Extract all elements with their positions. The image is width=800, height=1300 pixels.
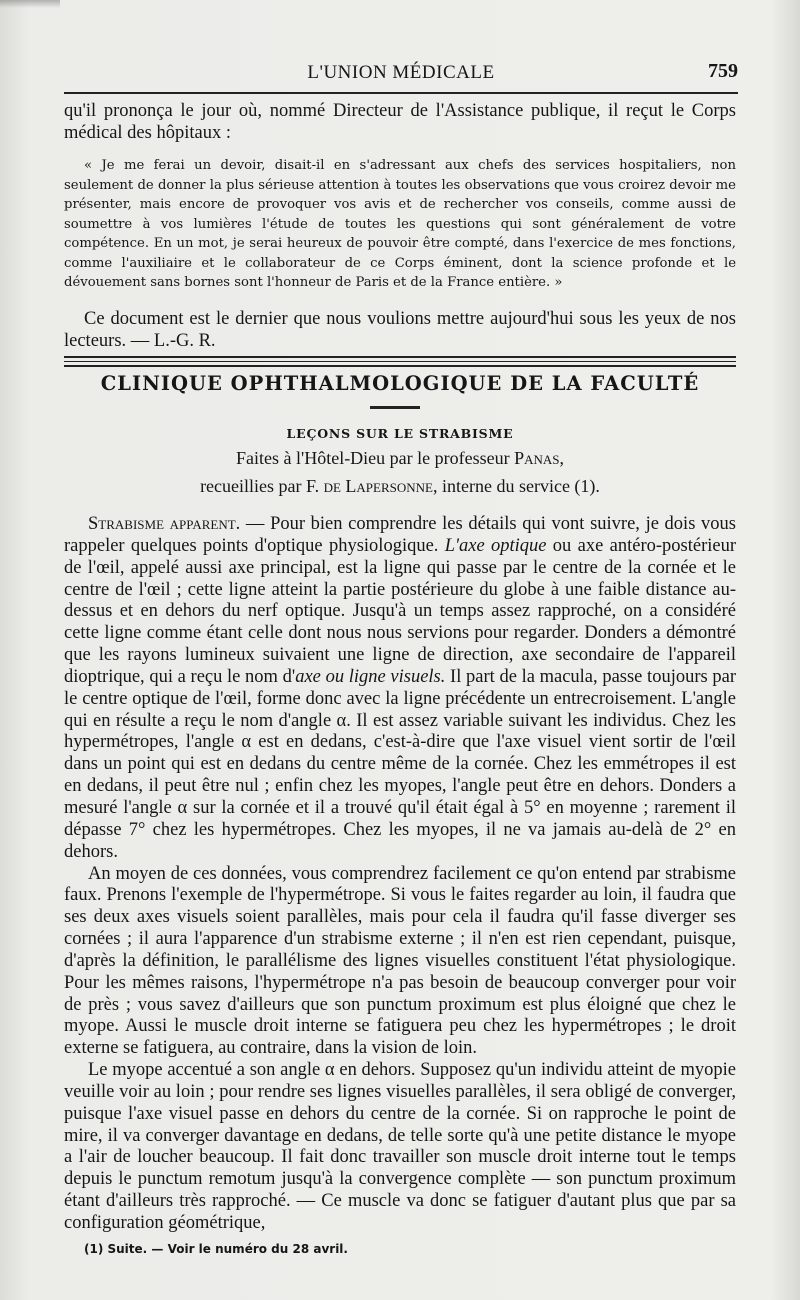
section-divider bbox=[64, 356, 736, 367]
closing-paragraph: Ce document est le dernier que nous voulions mettre aujourd'hui sous les yeux de nos lecteurs. — L.-G. R. bbox=[64, 309, 736, 351]
body-paragraph-3: Le myope accentué a son angle α en dehors. Supposez qu'un individu atteint de myopie veuille voir au loin ; pour rendre ses lignes visuelles parallèles, il sera obligé de converger, puisque l'axe visuel passe en dehors du centre de la cornée. Si on rapproche le point de mire, il va converger davantage en dedans, de telle sorte qu'à une petite distance le myope a l'air de loucher beaucoup. Il fait donc travailler son muscle droit interne tout le temps depuis le punctum remotum jusqu'à la convergence complète — son punctum proximum étant d'ailleurs très rapproché. — Ce muscle va donc se fatiguer d'autant plus que par sa configuration géométrique, bbox=[64, 1060, 736, 1233]
article-body bbox=[64, 514, 736, 1235]
byline2-suffix: interne du service (1). bbox=[441, 476, 600, 496]
scan-artifact bbox=[0, 0, 60, 8]
intro-paragraph: qu'il prononça le jour où, nommé Directeur de l'Assistance publique, il reçut le Corps médical des hôpitaux : bbox=[64, 101, 736, 143]
footnote: (1) Suite. — Voir le numéro du 28 avril. bbox=[84, 1242, 348, 1256]
collector-particle: de bbox=[323, 476, 341, 496]
body-text: — Pour bien comprendre les détails qui vont suivre, je dois vous rappeler quelques points d'optique physiologique. bbox=[64, 514, 736, 556]
running-title: L'UNION MÉDICALE bbox=[307, 62, 495, 83]
page-number: 759 bbox=[708, 60, 738, 82]
body-paragraph-2: An moyen de ces données, vous comprendrez facilement ce qu'on entend par strabisme faux. Prenons l'exemple de l'hypermétrope. Si vous le faites regarder au loin, il faudra que ses deux axes visuels soient parallèles, mais pour cela il faudra qu'il fasse diverger ses cornées ; il aura l'apparence d'un strabisme externe ; il n'en est rien cependant, puisque, d'après la définition, le parallélisme des lignes visuelles constituent l'état physiologique. Pour les mêmes raisons, l'hypermétrope n'a pas besoin de beaucoup converger pour voir de près ; vous savez d'ailleurs que son punctum proximum est plus éloigné que chez le myope. Aussi le muscle droit interne se fatiguera peu chez les hypermétropes ; le droit externe se fatiguera, au contraire, dans la vision de loin. bbox=[64, 863, 736, 1059]
section-heading: CLINIQUE OPHTHALMOLOGIQUE DE LA FACULTÉ bbox=[100, 372, 700, 395]
quotation-paragraph: « Je me ferai un devoir, disait-il en s'adressant aux chefs des services hospitaliers, non seulement de donner la plus sérieuse attention à toutes les observations que vous croirez devoir me présenter, mais encore de provoquer vos avis et de rechercher vos conseils, comme aussi de soumettre à vos lumières l'étude de toutes les questions qui sont généralement de votre compétence. En un mot, je serai heureux de pouvoir être compté, dans l'exercice de mes fonctions, comme l'auxiliaire et le collaborateur de ce Corps éminent, dont la science profonde et le dévouement sans bornes sont l'honneur de Paris et de la France entière. » bbox=[64, 158, 736, 290]
term-axe-optique: L'axe optique bbox=[444, 535, 547, 556]
byline-professor bbox=[64, 448, 736, 469]
heading-rule bbox=[370, 406, 420, 409]
byline-collector bbox=[64, 476, 736, 497]
header-rule bbox=[64, 92, 738, 94]
lecture-title: LEÇONS SUR LE STRABISME bbox=[286, 426, 514, 441]
body-text: ou axe antéro-postérieur de l'œil, appelé aussi axe principal, est la ligne qui passe par le centre de la cornée et le centre de l'œil ; cette ligne atteint la partie postérieure du globe à une faible distance au-dessus et en dehors du nerf optique. Jusqu'à un temps assez rapproché, on a considéré cette ligne comme étant celle dont nous nous servions pour regarder. Donders a démontré que les rayons lumineux suivaient une ligne de direction, axe secondaire de l'appareil dioptrique, qui a reçu le nom d' bbox=[64, 535, 736, 687]
term-axe-visuel: axe ou ligne visuels. bbox=[295, 666, 446, 687]
byline-prefix: Faites à l'Hôtel-Dieu par le professeur bbox=[235, 448, 510, 468]
professor-name: Panas, bbox=[514, 448, 565, 468]
body-paragraph-1 bbox=[64, 514, 736, 864]
body-text: Il part de la macula, passe toujours par le centre optique de l'œil, forme donc avec la ligne précédente un entrecroisement. L'angle qui en résulte a reçu le nom d'angle α. Il est assez variable suivant les individus. Chez les hypermétropes, l'angle α est en dedans, c'est-à-dire que l'axe visuel vient sortir de l'œil dans un point qui est en dedans du centre même de la cornée. Chez les emmétropes il est en dedans, il peut être nul ; enfin chez les myopes, l'angle peut être en dehors. Donders a mesuré l'angle α sur la cornée et il a trouvé qu'il était égal à 5° en moyenne ; rarement il dépasse 7° chez les hypermétropes. Chez les myopes, il ne va jamais au-delà de 2° en dehors. bbox=[64, 666, 736, 862]
collector-name: Lapersonne, bbox=[345, 476, 438, 496]
page-header bbox=[64, 58, 738, 86]
paragraph-lead: Strabisme apparent. bbox=[88, 514, 241, 534]
byline2-prefix: recueillies par F. bbox=[200, 476, 320, 496]
